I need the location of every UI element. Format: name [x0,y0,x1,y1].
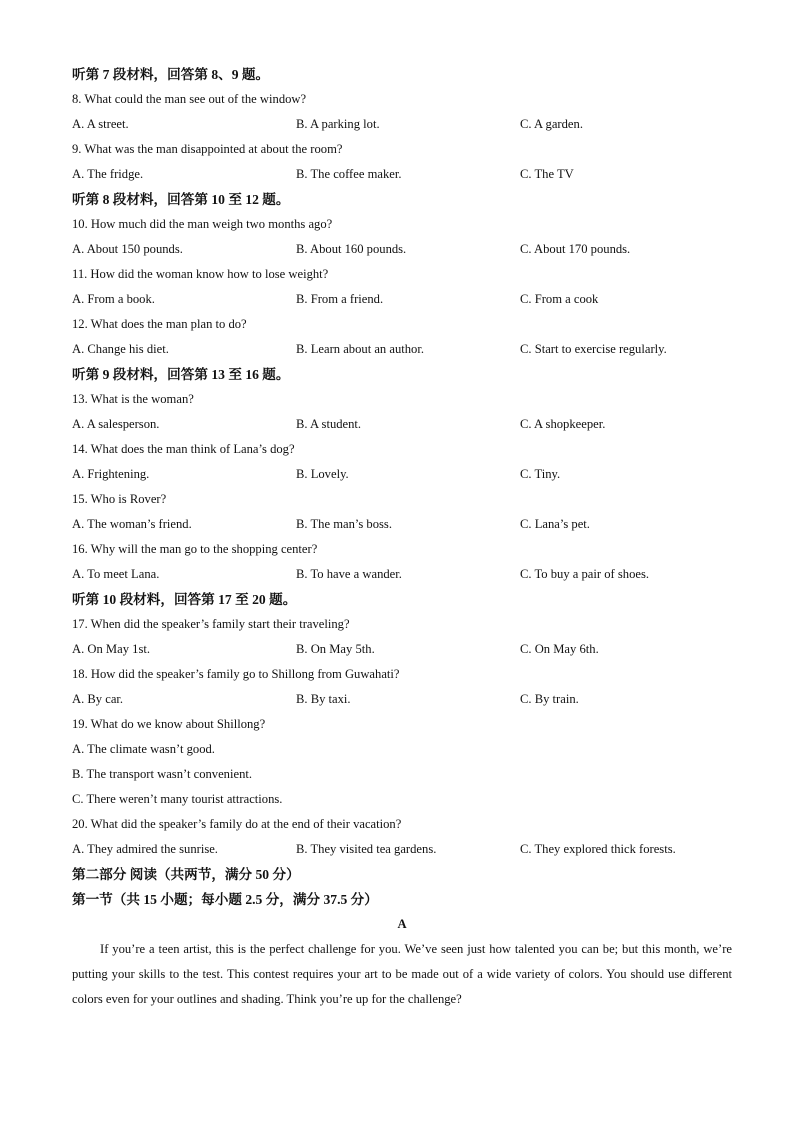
section-heading: 听第 10 段材料，回答第 17 至 20 题。 [72,592,297,607]
option-b: B. On May 5th. [296,642,375,656]
option-a: A. About 150 pounds. [72,242,183,256]
options-row [72,287,732,312]
option-a: A. On May 1st. [72,642,151,656]
option-b: B. Learn about an author. [296,342,424,356]
question-text: 14. What does the man think of Lana’s dog? [72,442,295,456]
options-row [72,412,732,437]
question-text: 11. How did the woman know how to lose weight? [72,267,329,281]
option-a: A. By car. [72,692,124,706]
options-row [72,162,732,187]
option-c: C. About 170 pounds. [520,242,631,256]
question-text: 20. What did the speaker’s family do at the end of their vacation? [72,817,402,831]
question-text: 15. Who is Rover? [72,492,167,506]
option-b: B. About 160 pounds. [296,242,407,256]
option-a: A. Change his diet. [72,342,169,356]
options-row [72,687,732,712]
options-row [72,562,732,587]
option-a: A. To meet Lana. [72,567,160,581]
option-c: C. The TV [520,167,574,181]
option-a: A. From a book. [72,292,155,306]
option-b: B. By taxi. [296,692,351,706]
exam-page [72,62,732,1012]
section-heading: 听第 9 段材料，回答第 13 至 16 题。 [72,367,290,382]
option-c: C. Start to exercise regularly. [520,342,667,356]
option-b: B. They visited tea gardens. [296,842,437,856]
option-c: C. By train. [520,692,579,706]
option-b: B. From a friend. [296,292,384,306]
passage-label: A [397,917,407,931]
question-text: 12. What does the man plan to do? [72,317,247,331]
question-text: 8. What could the man see out of the window? [72,92,307,106]
section-heading: 第二部分 阅读（共两节，满分 50 分） [72,867,300,882]
options-row [72,512,732,537]
section-heading: 听第 8 段材料，回答第 10 至 12 题。 [72,192,290,207]
options-row [72,837,732,862]
section-heading: 第一节（共 15 小题；每小题 2.5 分，满分 37.5 分） [72,892,378,907]
question-text: B. The transport wasn’t convenient. [72,767,253,781]
options-row [72,462,732,487]
question-text: 9. What was the man disappointed at about the room? [72,142,343,156]
option-c: C. To buy a pair of shoes. [520,567,650,581]
option-c: C. Lana’s pet. [520,517,590,531]
passage-paragraph: If you’re a teen artist, this is the perfect challenge for you. We’ve seen just how talented you can be; but this month, we’re putting your skills to the test. This contest requires your art to be made out of a wide variety of colors. You should use different colors even for your outlines and shading. Think you’re up for the challenge? [72,942,732,1006]
option-c: C. Tiny. [520,467,561,481]
question-text: 17. When did the speaker’s family start their traveling? [72,617,350,631]
option-a: A. They admired the sunrise. [72,842,218,856]
option-a: A. A salesperson. [72,417,160,431]
options-row [72,237,732,262]
option-b: B. The coffee maker. [296,167,402,181]
question-text: 19. What do we know about Shillong? [72,717,266,731]
question-text: 10. How much did the man weigh two months ago? [72,217,333,231]
option-a: A. The fridge. [72,167,144,181]
question-text: 16. Why will the man go to the shopping center? [72,542,318,556]
question-text: 13. What is the woman? [72,392,194,406]
option-c: C. On May 6th. [520,642,599,656]
option-a: A. Frightening. [72,467,150,481]
section-heading: 听第 7 段材料，回答第 8、9 题。 [72,67,270,82]
option-a: A. A street. [72,117,129,131]
option-b: B. The man’s boss. [296,517,392,531]
question-text: 18. How did the speaker’s family go to Shillong from Guwahati? [72,667,400,681]
option-b: B. A parking lot. [296,117,380,131]
option-c: C. A garden. [520,117,583,131]
options-row [72,637,732,662]
option-b: B. To have a wander. [296,567,402,581]
option-b: B. Lovely. [296,467,349,481]
options-row [72,337,732,362]
option-b: B. A student. [296,417,362,431]
question-text: C. There weren’t many tourist attractions. [72,792,283,806]
option-c: C. They explored thick forests. [520,842,676,856]
option-c: C. From a cook [520,292,599,306]
option-c: C. A shopkeeper. [520,417,606,431]
option-a: A. The woman’s friend. [72,517,192,531]
options-row [72,112,732,137]
question-text: A. The climate wasn’t good. [72,742,215,756]
